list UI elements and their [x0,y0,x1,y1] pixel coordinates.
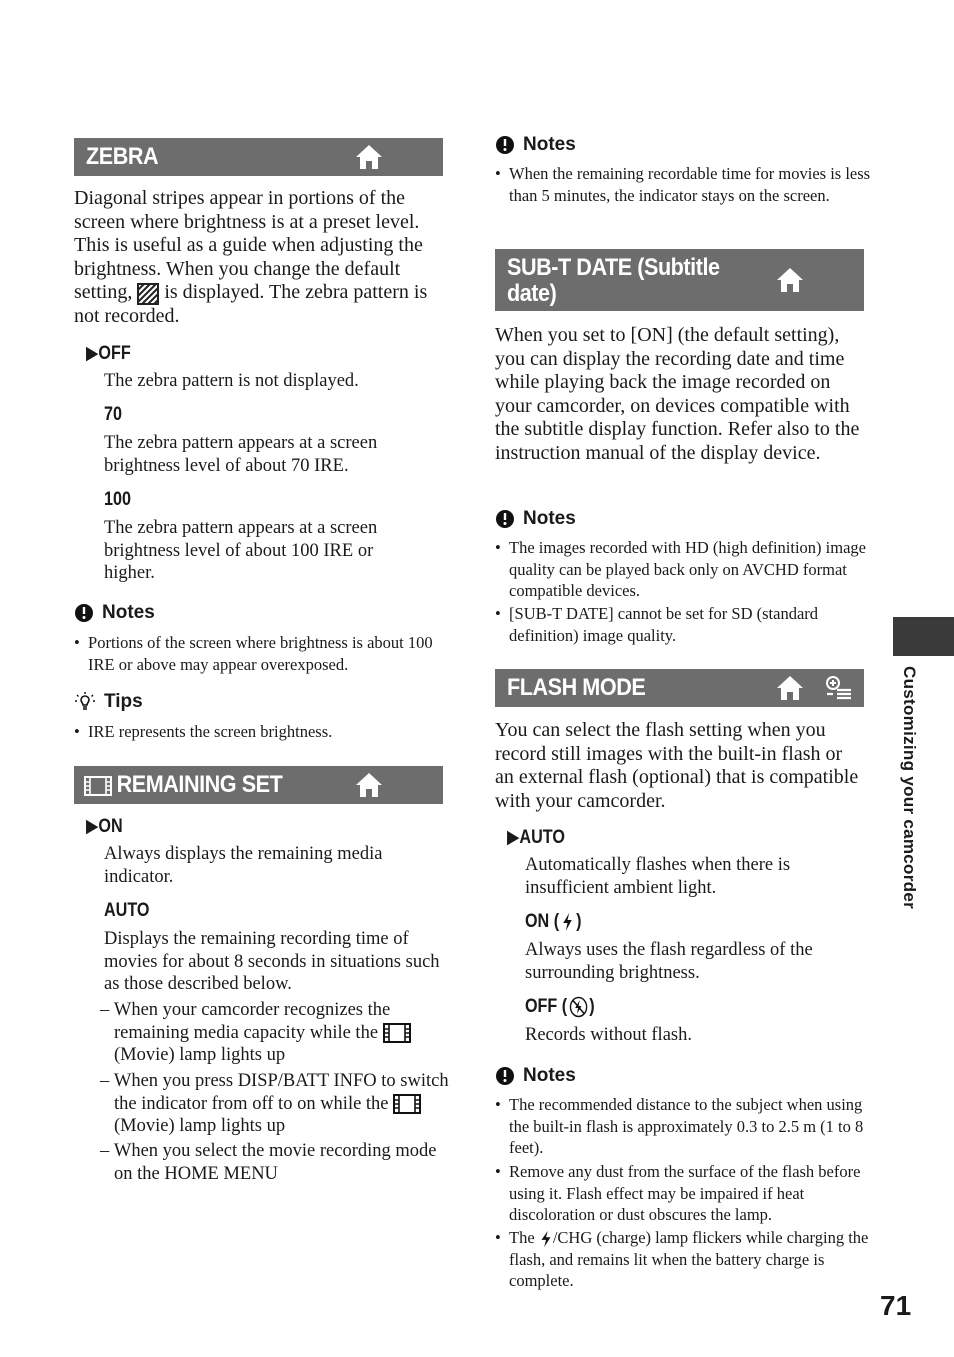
flash-mode-description: You can select the flash setting when you record still images with the built-in flash or an external flash (optional) that is compatible with your camcorder. [495,719,859,812]
flash-note-item-1: • The recommended distance to the subject when using the built-in flash is approximately 0.3 to 2.5 m (1 to 8 feet). [495,1095,864,1157]
option-70-desc: The zebra pattern appears at a screen brightness level of about 70 IRE. [104,433,378,476]
option-auto: AUTO [104,900,150,921]
default-marker-icon: ▶ [86,343,99,364]
auto-case-2: – When you press DISP/BATT INFO to switch the indicator from off to on while the (Movie) lamp lights up [100,1071,449,1137]
subt-note-item-1: • The images recorded with HD (high definition) image quality can be played back only on AVCHD format compatible devices. [495,538,866,600]
option-menu-icon [825,675,853,701]
subt-notes-heading: Notes [495,508,576,530]
option-on-desc: Always displays the remaining media indicator. [104,844,383,887]
subt-note-item-2: • [SUB-T DATE] cannot be set for SD (standard definition) image quality. [495,604,819,645]
note-icon [74,602,94,624]
zebra-notes-heading: Notes [74,602,155,624]
zebra-icon [137,281,164,303]
auto-case-1: – When your camcorder recognizes the remaining media capacity while the (Movie) lamp lights up [100,999,457,1067]
tip-bulb-icon [74,691,96,713]
subt-date-description: When you set to [ON] (the default setting), you can display the recording date and time while playing back the image recorded on your camcorder, on devices compatible with the subtitle display function. Refer also to the instruction manual of the display device. [495,324,860,464]
zebra-header [74,138,443,176]
option-flash-off: OFF ( ) [525,996,595,1017]
chapter-sidebar-label: Customizing your camcorder [900,666,919,910]
zebra-tip-item: • IRE represents the screen brightness. [74,722,333,741]
home-icon [354,143,384,171]
option-off: ▶OFF [86,343,131,364]
flash-note-item-2: • Remove any dust from the surface of the flash before using it. Flash effect may be impaired if heat discoloration or dust obscures the lamp. [495,1162,861,1224]
note-icon [495,134,515,156]
film-icon [383,1023,411,1043]
option-flash-off-desc: Records without flash. [525,1025,692,1045]
page-number: 71 [880,1290,912,1321]
option-flash-auto-desc: Automatically flashes when there is insufficient ambient light. [525,855,791,898]
home-icon [354,771,384,799]
flash-icon [562,911,574,933]
zebra-note-item: • Portions of the screen where brightness is about 100 IRE or above may appear overexposed. [74,633,433,674]
flash-notes-heading: Notes [495,1065,576,1087]
home-icon [775,674,805,702]
option-flash-on-desc: Always uses the flash regardless of the surrounding brightness. [525,940,813,983]
auto-case-3: – When you select the movie recording mode on the HOME MENU [100,1141,437,1184]
subt-date-title-1: SUB-T DATE (Subtitle [507,254,720,281]
remaining-note-item: • When the remaining recordable time for movies is less than 5 minutes, the indicator stays on the screen. [495,164,871,205]
zebra-description: Diagonal stripes appear in portions of the screen where brightness is at a preset level. This is useful as a guide when adjusting the brightness. When you change the default setting, is displayed. The zebra pattern is not recorded. [74,187,428,327]
zebra-title: ZEBRA [86,143,159,170]
flash-mode-title: FLASH MODE [507,674,646,701]
option-flash-auto: ▶AUTO [507,827,565,848]
remaining-set-title: REMAINING SET [116,771,283,798]
subt-date-title-2: date) [507,280,557,307]
note-icon [495,1065,515,1087]
film-icon [393,1094,421,1114]
option-auto-desc: Displays the remaining recording time of movies for about 8 seconds in situations such as those described below. [104,929,440,994]
remaining-notes-heading: Notes [495,134,576,156]
option-100: 100 [104,489,131,510]
flash-icon [539,1228,553,1247]
option-on: ▶ON [86,816,123,837]
flash-mode-header [495,669,864,707]
default-marker-icon: ▶ [507,827,520,848]
option-off-desc: The zebra pattern is not displayed. [104,371,359,391]
option-100-desc: The zebra pattern appears at a screen brightness level of about 100 IRE or higher. [104,518,378,583]
home-icon [775,266,805,294]
default-marker-icon: ▶ [86,816,99,837]
flash-off-icon [569,996,588,1018]
option-70: 70 [104,404,122,425]
option-flash-on: ON ( ) [525,911,582,932]
flash-note-item-3: • The /CHG (charge) lamp flickers while charging the flash, and remains lit when the battery charge is complete. [495,1228,869,1290]
note-icon [495,508,515,530]
zebra-tips-heading: Tips [74,691,143,713]
chapter-tab [893,617,954,656]
subt-date-header [495,249,864,311]
remaining-set-header [74,766,443,804]
